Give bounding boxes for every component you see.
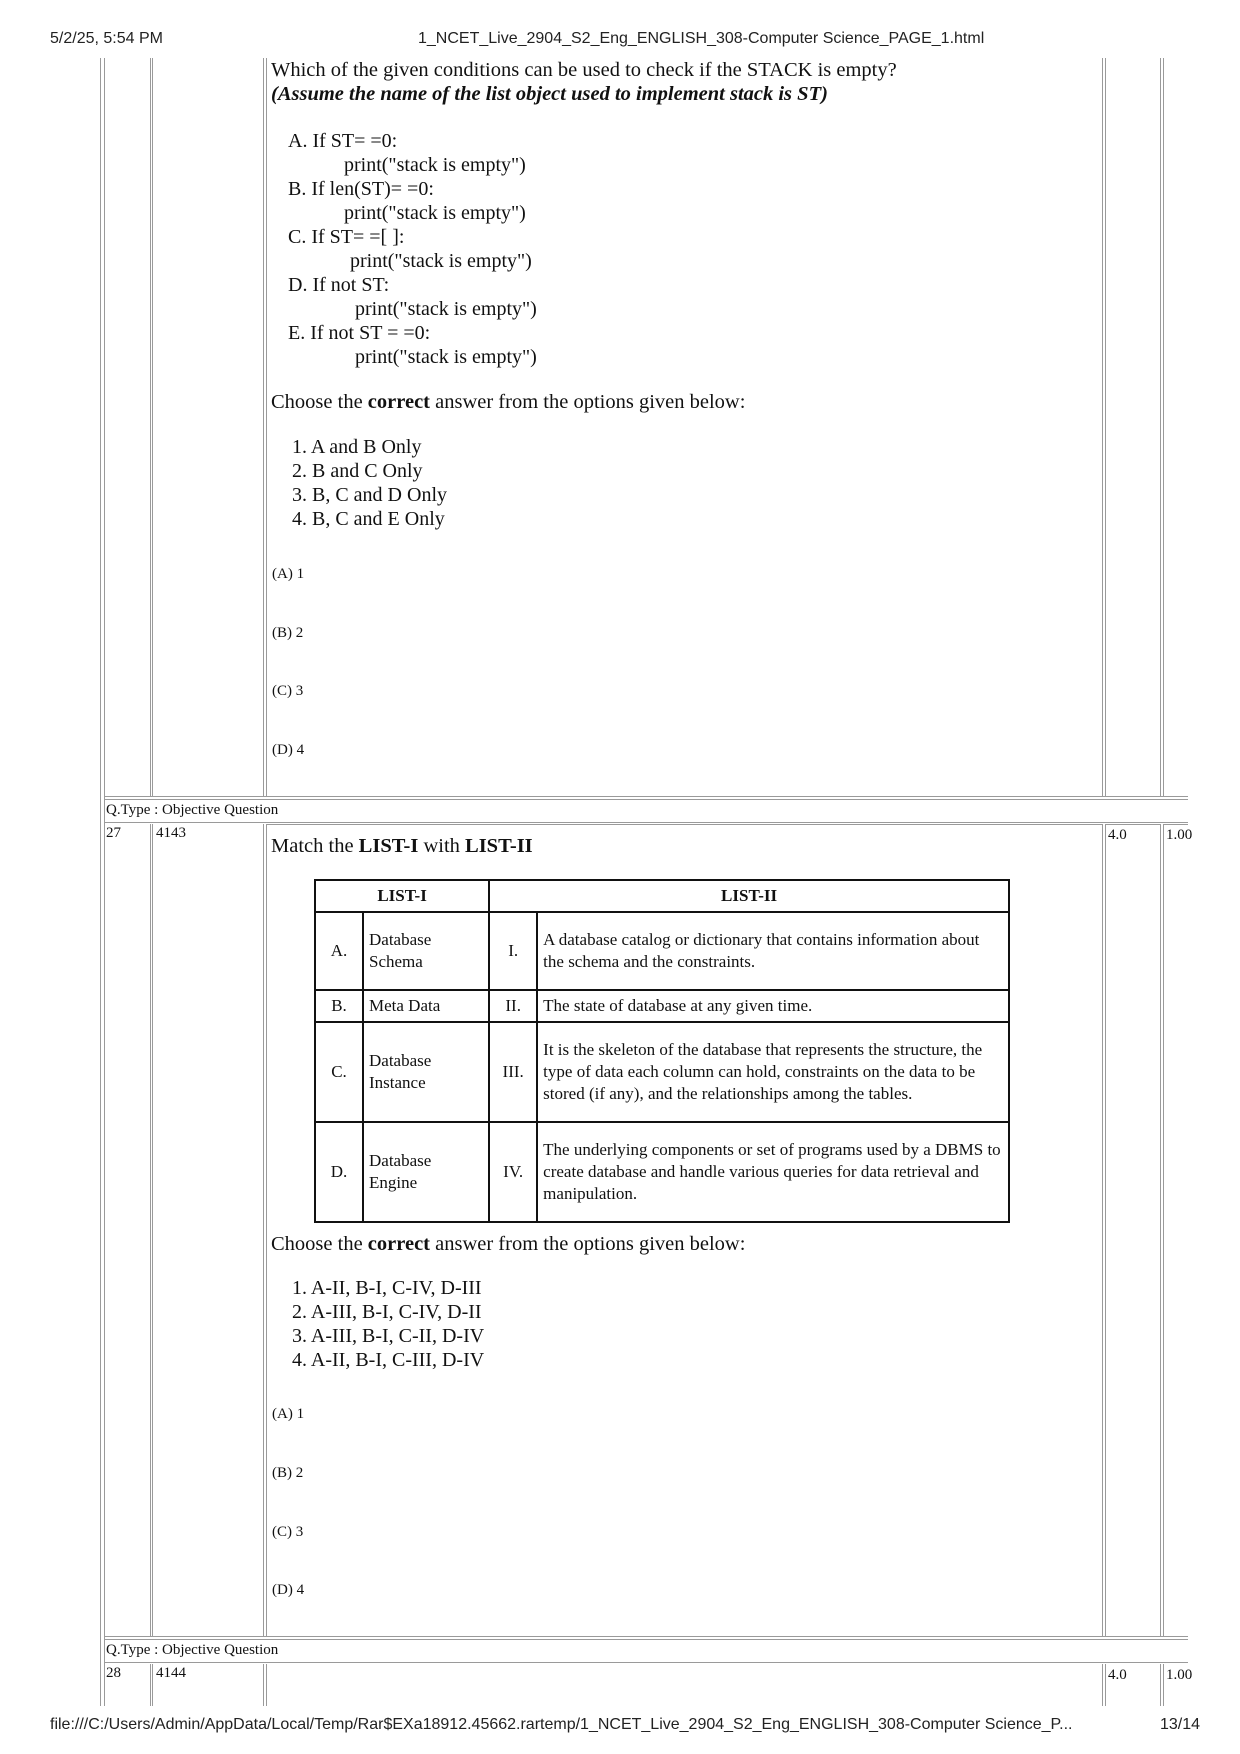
list-2-numeral: I. xyxy=(489,912,537,990)
frame28-col-neg-a xyxy=(1160,1664,1161,1706)
q27-stem: Match the LIST-I with LIST-II xyxy=(271,835,533,857)
q26-cond-a: A. If ST= =0: xyxy=(288,130,398,152)
print-page-number: 13/14 xyxy=(1160,1716,1201,1733)
row-sep-3b xyxy=(104,1639,1188,1640)
q26-combo-3: 3. B, C and D Only xyxy=(292,484,447,506)
frame-col-neg-a xyxy=(1160,58,1161,796)
frame27-col-qid-b xyxy=(266,824,267,1636)
q26-answer-c[interactable]: (C) 3 xyxy=(272,683,304,699)
q27-combo-2: 2. A-III, B-I, C-IV, D-II xyxy=(292,1301,482,1323)
list-1-letter: D. xyxy=(315,1122,363,1222)
frame27-col-marks-b xyxy=(1105,824,1106,1636)
list-2-description: It is the skeleton of the database that represents the structure, the type of data each column can hold, constraints on the data to be stored (if any), and the relationships among the tables. xyxy=(537,1022,1009,1122)
q26-assumption: (Assume the name of the list object used to implement stack is ST) xyxy=(271,83,828,105)
frame27-col-qid-a xyxy=(263,824,264,1636)
match-row-c xyxy=(315,1022,1009,1122)
q27-answer-d[interactable]: (D) 4 xyxy=(272,1582,305,1598)
match-row-a xyxy=(315,912,1009,990)
list-2-description: The underlying components or set of programs used by a DBMS to create database and handle various queries for data retrieval and manipulation. xyxy=(537,1122,1009,1222)
list-1-item: Database Schema xyxy=(363,912,489,990)
q27-cell-top xyxy=(266,824,1102,825)
q26-cond-e-body: print("stack is empty") xyxy=(355,346,537,368)
q26-answer-d[interactable]: (D) 4 xyxy=(272,742,305,758)
q26-combo-4: 4. B, C and E Only xyxy=(292,508,445,530)
frame28-col-qid-a xyxy=(263,1664,264,1706)
print-file-path: file:///C:/Users/Admin/AppData/Local/Temp/Rar$EXa18912.45662.rartemp/1_NCET_Live_2904_S2_Eng_ENGLISH_308-Computer Science_P... xyxy=(50,1716,1073,1733)
q28-serial: 28 xyxy=(106,1665,121,1681)
q27-answer-b[interactable]: (B) 2 xyxy=(272,1465,304,1481)
q27-combo-1: 1. A-II, B-I, C-IV, D-III xyxy=(292,1277,482,1299)
q27-marks: 4.0 xyxy=(1108,827,1127,843)
row-sep-1b xyxy=(104,799,1188,800)
q26-answer-b[interactable]: (B) 2 xyxy=(272,625,304,641)
list-1-item: Database Engine xyxy=(363,1122,489,1222)
q26-combo-1: 1. A and B Only xyxy=(292,436,422,458)
row-sep-3a xyxy=(104,1636,1188,1637)
list-1-item: Database Instance xyxy=(363,1022,489,1122)
list-2-description: A database catalog or dictionary that contains information about the schema and the constraints. xyxy=(537,912,1009,990)
frame28-col-sno-b xyxy=(152,1664,153,1706)
frame-col-marks-b xyxy=(1105,58,1106,796)
list-2-header: LIST-II xyxy=(489,880,1009,912)
frame-left-inner xyxy=(104,58,105,1706)
frame-col-qid-b xyxy=(266,58,267,796)
q27-question-id: 4143 xyxy=(156,825,186,841)
frame-col-marks-a xyxy=(1102,58,1103,796)
q26-choose-instruction: Choose the correct answer from the options given below: xyxy=(271,391,746,413)
frame28-col-marks-a xyxy=(1102,1664,1103,1706)
q26-cond-e: E. If not ST = =0: xyxy=(288,322,431,344)
print-doc-title: 1_NCET_Live_2904_S2_Eng_ENGLISH_308-Computer Science_PAGE_1.html xyxy=(418,30,985,47)
qtype-label-26: Q.Type : Objective Question xyxy=(106,802,279,818)
frame27-col-sno-b xyxy=(152,824,153,1636)
frame27-col-neg-b xyxy=(1163,824,1164,1636)
match-table xyxy=(314,879,1010,1223)
print-datetime: 5/2/25, 5:54 PM xyxy=(50,30,163,47)
q27-neg-top xyxy=(1163,824,1188,825)
row-sep-2 xyxy=(104,822,1188,823)
q27-negative-marks: 1.00 xyxy=(1166,827,1193,843)
q27-combo-3: 3. A-III, B-I, C-II, D-IV xyxy=(292,1325,485,1347)
list-2-numeral: III. xyxy=(489,1022,537,1122)
q26-combo-2: 2. B and C Only xyxy=(292,460,423,482)
q26-cond-a-body: print("stack is empty") xyxy=(344,154,526,176)
frame28-col-sno-a xyxy=(150,1664,151,1706)
frame27-col-neg-a xyxy=(1160,824,1161,1636)
q27-marks-top xyxy=(1105,824,1160,825)
q27-combo-4: 4. A-II, B-I, C-III, D-IV xyxy=(292,1349,485,1371)
q26-answer-a[interactable]: (A) 1 xyxy=(272,566,305,582)
q26-cond-c: C. If ST= =[ ]: xyxy=(288,226,405,248)
q26-cond-b-body: print("stack is empty") xyxy=(344,202,526,224)
list-1-letter: A. xyxy=(315,912,363,990)
list-2-description: The state of database at any given time. xyxy=(537,990,1009,1022)
q26-stem: Which of the given conditions can be used to check if the STACK is empty? xyxy=(271,59,897,81)
match-row-b xyxy=(315,990,1009,1022)
frame28-col-neg-b xyxy=(1163,1664,1164,1706)
q28-question-id: 4144 xyxy=(156,1665,186,1681)
frame-col-sno-b xyxy=(152,58,153,796)
frame-col-sno-a xyxy=(150,58,151,796)
frame-col-qid-a xyxy=(263,58,264,796)
row-sep-1a xyxy=(104,796,1188,797)
q26-cond-d-body: print("stack is empty") xyxy=(355,298,537,320)
q27-serial: 27 xyxy=(106,825,121,841)
qtype-label-27: Q.Type : Objective Question xyxy=(106,1642,279,1658)
q27-answer-a[interactable]: (A) 1 xyxy=(272,1406,305,1422)
frame28-col-marks-b xyxy=(1105,1664,1106,1706)
list-1-letter: C. xyxy=(315,1022,363,1122)
row-sep-4 xyxy=(104,1662,1188,1663)
q27-choose-instruction: Choose the correct answer from the options given below: xyxy=(271,1233,746,1255)
list-2-numeral: II. xyxy=(489,990,537,1022)
frame-col-neg-b xyxy=(1163,58,1164,796)
frame27-col-sno-a xyxy=(150,824,151,1636)
list-2-numeral: IV. xyxy=(489,1122,537,1222)
q26-cond-b: B. If len(ST)= =0: xyxy=(288,178,434,200)
match-table-header xyxy=(315,880,1009,912)
frame27-col-marks-a xyxy=(1102,824,1103,1636)
list-1-item: Meta Data xyxy=(363,990,489,1022)
q26-cond-c-body: print("stack is empty") xyxy=(350,250,532,272)
q26-cond-d: D. If not ST: xyxy=(288,274,390,296)
q28-negative-marks: 1.00 xyxy=(1166,1667,1193,1683)
frame28-col-qid-b xyxy=(266,1664,267,1706)
q28-marks: 4.0 xyxy=(1108,1667,1127,1683)
match-row-d xyxy=(315,1122,1009,1222)
list-1-letter: B. xyxy=(315,990,363,1022)
frame-left-outer xyxy=(100,58,101,1706)
q27-answer-c[interactable]: (C) 3 xyxy=(272,1524,304,1540)
list-1-header: LIST-I xyxy=(315,880,489,912)
